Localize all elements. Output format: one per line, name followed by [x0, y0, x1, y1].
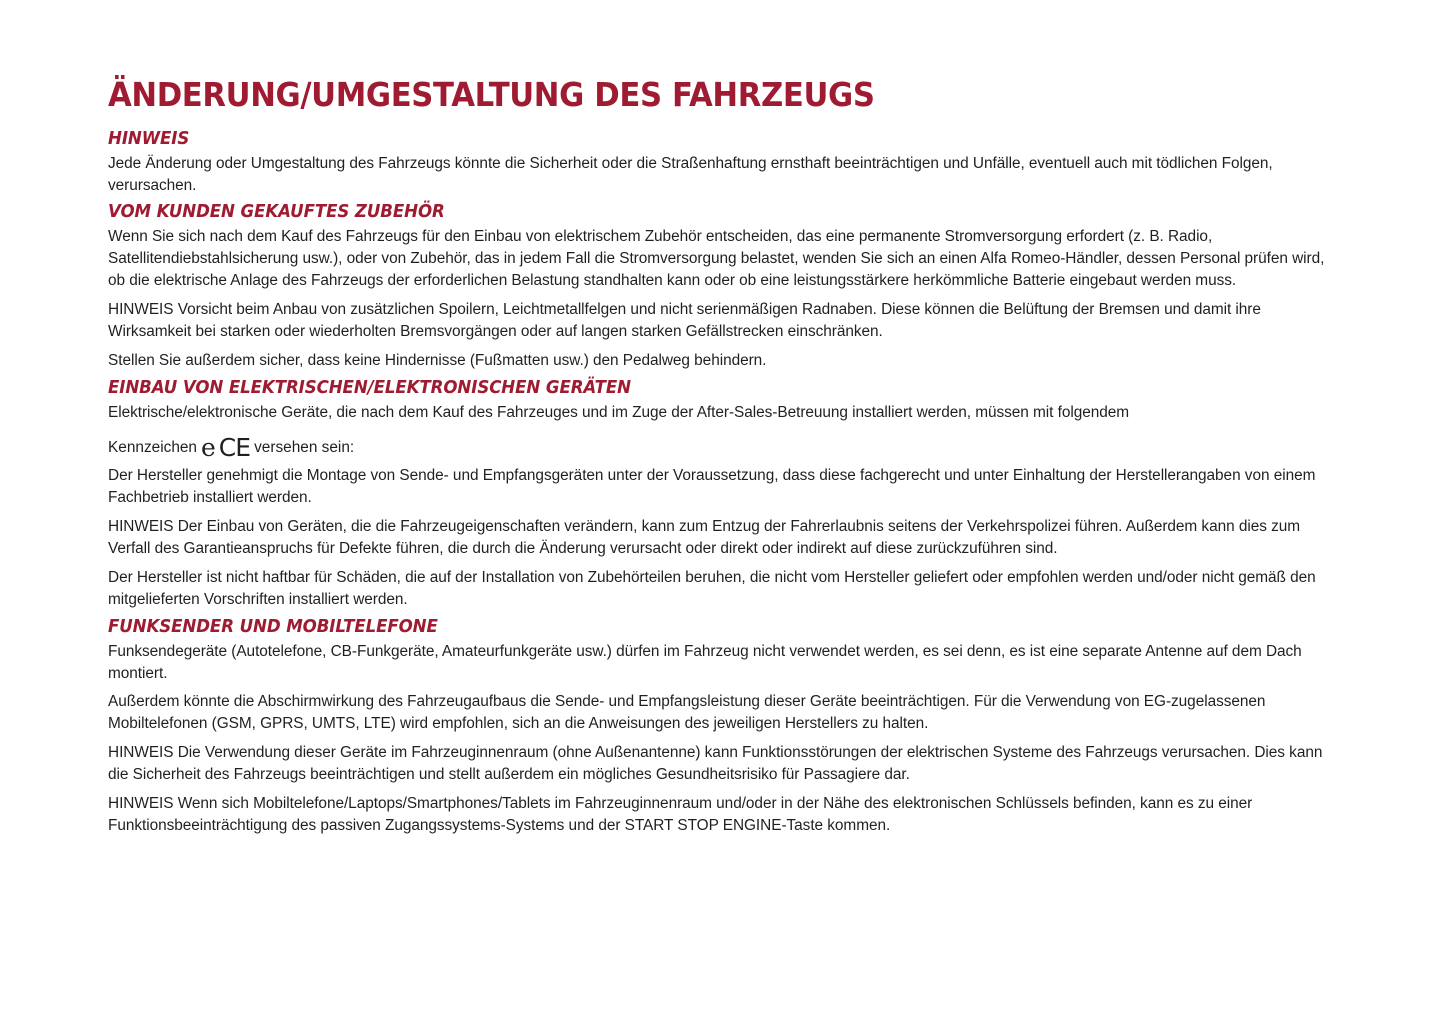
paragraph: Der Hersteller ist nicht haftbar für Schäden, die auf der Installation von Zubehörteilen beruhen, die nicht vom Hersteller geliefert oder empfohlen werden und/oder nicht gemäß den mitgelieferten Vorschriften installiert werden.	[108, 568, 1316, 608]
approval-marks-line	[108, 431, 1337, 462]
section-heading-einbau: EINBAU VON ELEKTRISCHEN/ELEKTRONISCHEN GERÄTEN	[108, 377, 631, 398]
section-hinweis	[108, 129, 1337, 197]
paragraph: Stellen Sie außerdem sicher, dass keine Hindernisse (Fußmatten usw.) den Pedalweg behindern.	[108, 351, 767, 369]
section-heading-zubehoer: VOM KUNDEN GEKAUFTES ZUBEHÖR	[108, 202, 445, 223]
paragraph: HINWEIS Vorsicht beim Anbau von zusätzlichen Spoilern, Leichtmetallfelgen und nicht serienmäßigen Radnaben. Diese können die Belüftung der Bremsen und damit ihre Wirksamkeit bei starken oder wiederholten Bremsvorgängen oder auf langen starken Gefällstrecken einschränken.	[108, 301, 1261, 340]
paragraph: Wenn Sie sich nach dem Kauf des Fahrzeugs für den Einbau von elektrischem Zubehör entscheiden, das eine permanente Stromversorgung erfordert (z. B. Radio, Satellitendiebstahlsicherung usw.), oder von Zubehör, das in jedem Fall die Stromversorgung belastet, wenden Sie sich an einen Alfa Romeo-Händler, dessen Personal prüfen wird, ob die elektrische Anlage des Fahrzeugs der erforderlichen Belastung standhalten kann oder ob eine leistungsstärkere herkömmliche Batterie eingebaut werden muss.	[108, 228, 1325, 290]
ce-mark-icon: CE	[218, 432, 251, 462]
page-title: ÄNDERUNG/UMGESTALTUNG DES FAHRZEUGS	[108, 75, 875, 114]
section-heading-hinweis: HINWEIS	[108, 128, 190, 149]
paragraph: HINWEIS Der Einbau von Geräten, die die Fahrzeugeigenschaften verändern, kann zum Entzug der Fahrerlaubnis seitens der Verkehrspolizei führen. Außerdem kann dies zum Verfall des Garantieanspruchs für Defekte führen, die durch die Änderung verursacht oder direkt oder indirekt auf diese zurückzuführen sind.	[108, 518, 1301, 558]
section-funksender	[108, 617, 1337, 837]
e-mark-icon: e	[201, 432, 216, 462]
paragraph: Jede Änderung oder Umgestaltung des Fahrzeugs könnte die Sicherheit oder die Straßenhaftung ernsthaft beeinträchtigen und Unfälle, eventuell auch mit tödlichen Folgen, verursachen.	[108, 154, 1273, 194]
paragraph: Elektrische/elektronische Geräte, die nach dem Kauf des Fahrzeuges und im Zuge der After-Sales-Betreuung installiert werden, müssen mit folgendem	[108, 403, 1130, 421]
paragraph: HINWEIS Die Verwendung dieser Geräte im Fahrzeuginnenraum (ohne Außenantenne) kann Funktionsstörungen der elektrischen Systeme des Fahrzeugs verursachen. Dies kann die Sicherheit des Fahrzeugs beeinträchtigen und stellt außerdem ein mögliches Gesundheitsrisiko für Passagiere dar.	[108, 744, 1323, 784]
section-heading-funksender: FUNKSENDER UND MOBILTELEFONE	[108, 616, 438, 637]
marks-line-suffix: versehen sein:	[254, 438, 355, 456]
approval-mark-icons	[201, 432, 251, 462]
paragraph: Funksendegeräte (Autotelefone, CB-Funkgeräte, Amateurfunkgeräte usw.) dürfen im Fahrzeug nicht verwendet werden, es sei denn, es ist eine separate Antenne auf dem Dach montiert.	[108, 642, 1302, 682]
paragraph: HINWEIS Wenn sich Mobiltelefone/Laptops/Smartphones/Tablets im Fahrzeuginnenraum und/oder in der Nähe des elektronischen Schlüssels befinden, kann es zu einer Funktionsbeeinträchtigung des passiven Zugangssystems-Systems und der START STOP ENGINE-Taste kommen.	[108, 794, 1253, 834]
marks-line-prefix: Kennzeichen	[108, 438, 197, 456]
section-zubehoer	[108, 202, 1337, 371]
section-einbau-geraete	[108, 378, 1337, 611]
paragraph: Der Hersteller genehmigt die Montage von Sende- und Empfangsgeräten unter der Voraussetzung, dass diese fachgerecht und unter Einhaltung der Herstellerangaben von einem Fachbetrieb installiert werden.	[108, 467, 1316, 507]
paragraph: Außerdem könnte die Abschirmwirkung des Fahrzeugaufbaus die Sende- und Empfangsleistung dieser Geräte beeinträchtigen. Für die Verwendung von EG-zugelassenen Mobiltelefonen (GSM, GPRS, UMTS, LTE) wird empfohlen, sich an die Anweisungen des jeweiligen Herstellers zu halten.	[108, 693, 1266, 733]
